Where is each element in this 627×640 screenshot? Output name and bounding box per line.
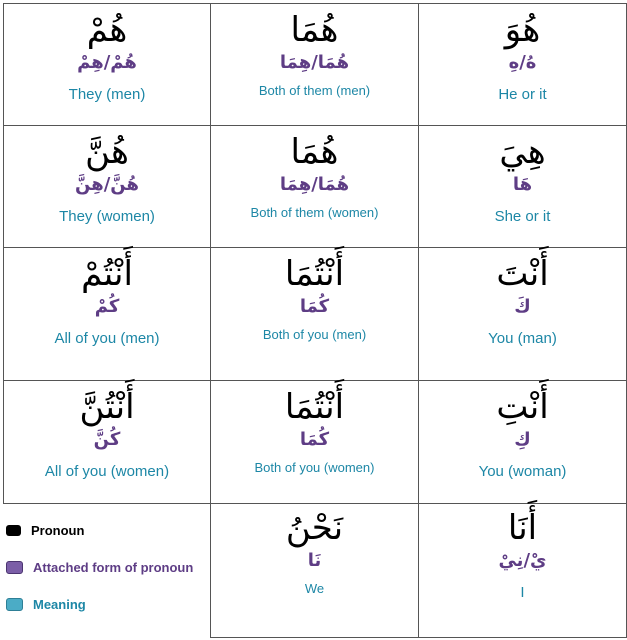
meaning-text: She or it xyxy=(494,208,551,225)
attached-form-text: هُمَا/هِمَا xyxy=(279,174,350,195)
meaning-text: He or it xyxy=(498,86,547,103)
pronoun-text: أَنْتُنَّ xyxy=(79,387,135,427)
pronoun-cell xyxy=(3,380,211,504)
pronoun-text: هُنَّ xyxy=(85,132,129,172)
pronoun-cell xyxy=(3,125,211,248)
meaning-text: All of you (women) xyxy=(44,463,170,480)
pronoun-text: هُوَ xyxy=(504,10,541,50)
meaning-text: Both of you (women) xyxy=(254,460,375,475)
attached-form-text: هُمَا/هِمَا xyxy=(279,52,350,73)
meaning-text: Both of them (women) xyxy=(250,205,379,220)
meaning-text: You (man) xyxy=(488,330,557,347)
attached-swatch-icon xyxy=(6,561,23,574)
legend-item-meaning xyxy=(6,597,86,612)
attached-form-text: هُ/هِ xyxy=(508,52,537,73)
meaning-text: We xyxy=(304,581,325,596)
pronoun-text: هِيَ xyxy=(499,132,546,172)
pronoun-cell xyxy=(418,125,627,248)
pronoun-cell xyxy=(210,125,419,248)
pronoun-text: أَنْتُمَا xyxy=(284,387,345,427)
meaning-swatch-icon xyxy=(6,598,23,611)
legend-label: Pronoun xyxy=(31,523,85,538)
meaning-text: They (men) xyxy=(68,86,146,103)
pronoun-cell xyxy=(3,247,211,381)
legend-item-pronoun xyxy=(6,523,84,538)
pronoun-text: هُمَا xyxy=(290,132,339,172)
legend-label: Meaning xyxy=(33,597,86,612)
attached-form-text: كَ xyxy=(514,296,531,317)
attached-form-text: نَا xyxy=(307,550,322,571)
attached-form-text: كُمَا xyxy=(299,296,330,317)
pronoun-cell xyxy=(418,247,627,381)
pronoun-text: هُمَا xyxy=(290,10,339,50)
pronoun-cell xyxy=(210,247,419,381)
attached-form-text: كُنَّ xyxy=(93,429,121,450)
pronoun-cell xyxy=(418,503,627,638)
pronoun-swatch-icon xyxy=(6,525,21,536)
pronoun-text: أَنَا xyxy=(507,508,538,548)
meaning-text: All of you (men) xyxy=(54,330,160,347)
pronoun-text: أَنْتِ xyxy=(496,387,549,427)
pronoun-cell xyxy=(210,380,419,504)
meaning-text: You (woman) xyxy=(478,463,567,480)
attached-form-text: هَا xyxy=(512,174,533,195)
pronoun-cell xyxy=(210,503,419,638)
pronoun-cell xyxy=(418,3,627,126)
meaning-text: Both of you (men) xyxy=(262,327,367,342)
attached-form-text: كُمَا xyxy=(299,429,330,450)
pronoun-text: أَنْتُمَا xyxy=(284,254,345,294)
legend-item-attached xyxy=(6,560,193,575)
meaning-text: I xyxy=(520,584,525,601)
pronoun-cell xyxy=(3,3,211,126)
legend-label: Attached form of pronoun xyxy=(33,560,194,575)
pronoun-text: نَحْنُ xyxy=(285,508,344,548)
pronoun-cell xyxy=(418,380,627,504)
attached-form-text: كِ xyxy=(514,429,531,450)
pronoun-text: أَنْتَ xyxy=(496,254,549,294)
attached-form-text: هُنَّ/هِنَّ xyxy=(75,174,139,195)
pronoun-text: هُمْ xyxy=(86,10,128,50)
pronoun-cell xyxy=(210,3,419,126)
pronoun-text: أَنْتُمْ xyxy=(81,254,133,294)
meaning-text: They (women) xyxy=(59,208,155,225)
attached-form-text: هُمْ/هِمْ xyxy=(77,52,137,73)
attached-form-text: كُمْ xyxy=(94,296,120,317)
attached-form-text: يْ/نِيْ xyxy=(498,550,547,571)
meaning-text: Both of them (men) xyxy=(258,83,371,98)
